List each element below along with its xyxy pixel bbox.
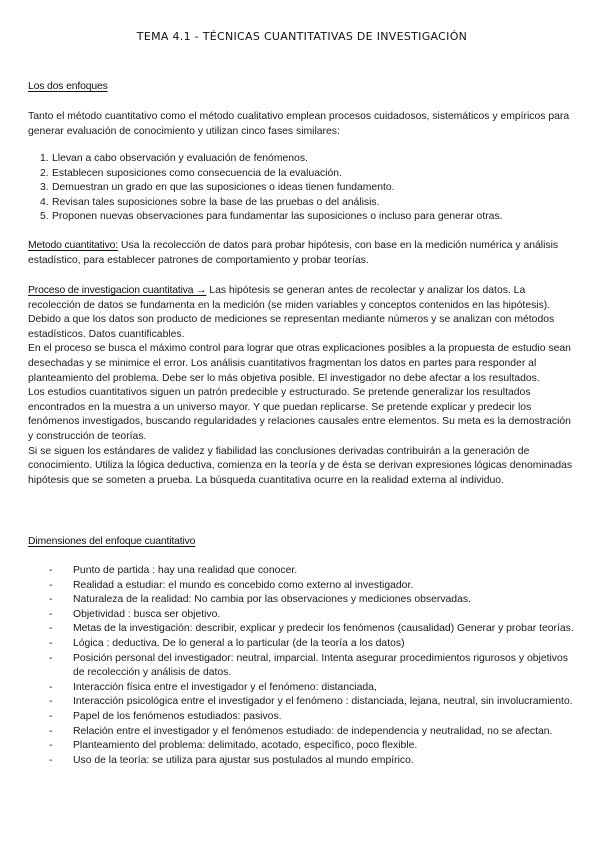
list-item: - Lógica : deductiva. De lo general a lo particular (de la teoría a los datos) [49,637,405,649]
list-item: 4. Revisan tales suposiciones sobre la base de las pruebas o del análisis. [40,196,380,208]
phases-list [28,152,576,225]
list-item: - Naturaleza de la realidad: No cambia por las observaciones y mediciones observadas. [49,594,471,606]
list-item-text: Relación entre el investigador y el fenómenos estudiado: de independencia y neutralidad, no se afectan. [73,725,553,737]
metodo-text: Usa la recolección de datos para probar hipótesis, con base en la medición numérica y análisis estadístico, para establecer patrones de comportamiento y probar teorías. [28,240,559,266]
proceso-label: Proceso de investigacion cuantitativa → [28,285,207,296]
metodo-paragraph [28,239,576,268]
document-title: TEMA 4.1 - TÉCNICAS CUANTITATIVAS DE INVESTIGACIÓN [136,30,468,43]
proceso-text-1: Las hipótesis se generan antes de recolectar y analizar los datos. La recolección de datos se fundamenta en la medición (se miden variables y conceptos contenidos en las hipótesis). Debido a que los datos son producto de mediciones se representan mediante números y se analizan con métodos estadísticos. Datos cuantificables. [28,285,555,340]
list-item-text: Demuestran un grado en que las suposiciones o ideas tienen fundamento. [52,182,395,194]
intro-paragraph: Tanto el método cuantitativo como el método cualitativo emplean procesos cuidadosos, sistemáticos y empíricos para generar evaluación de conocimiento y utilizan cinco fases similares: [28,111,570,137]
intro-paragraph-wrap [28,110,576,139]
list-item: - Metas de la investigación: describir, explicar y predecir los fenómenos (causalidad) Generar y probar teorías. [49,623,574,635]
list-item-text: Proponen nuevas observaciones para fundamentar las suposiciones o incluso para generar otras. [52,211,503,223]
list-item: - Papel de los fenómenos estudiados: pasivos. [49,710,282,722]
list-item-text: Interacción psicológica entre el investigador y el fenómeno : distanciada, lejana, neutral, sin involucramiento. [73,696,573,708]
section-dimensiones [28,535,576,550]
section-metodo-cuantitativo [28,239,576,268]
section-heading: Dimensiones del enfoque cuantitativo [28,536,196,547]
list-item-text: Objetividad : busca ser objetivo. [73,608,221,620]
list-item: 5. Proponen nuevas observaciones para fundamentar las suposiciones o incluso para generar otras. [40,211,503,223]
section-heading: Los dos enfoques [28,81,108,92]
section-los-dos-enfoques [28,80,576,95]
list-item-text: Punto de partida : hay una realidad que conocer. [73,565,298,576]
list-item-text: Uso de la teoría: se utiliza para ajustar sus postulados al mundo empírico. [73,754,414,766]
list-item: - Planteamiento del problema: delimitado, acotado, específico, poco flexible. [49,740,418,752]
proceso-paragraph-4: Si se siguen los estándares de validez y fiabilidad las conclusiones derivadas contribuirán a la generación de conocimiento. Utiliza la lógica deductiva, comienza en la teoría y de ésta se derivan expresiones lógicas denominadas hipótesis que se someten a prueba. La búsqueda cuantitativa ocurre en la realidad externa al individuo. [28,445,573,486]
list-item: 3. Demuestran un grado en que las suposiciones o ideas tienen fundamento. [40,182,395,194]
list-item-text: Metas de la investigación: describir, explicar y predecir los fenómenos (causalidad) Generar y probar teorías. [73,623,574,635]
list-item: 2. Establecen suposiciones como consecuencia de la evaluación. [40,167,342,179]
list-item-text: Papel de los fenómenos estudiados: pasivos. [73,710,282,722]
dimensions-list [28,564,576,768]
proceso-paragraph-1 [28,284,576,342]
list-item: - Punto de partida : hay una realidad que conocer. [49,565,298,576]
list-item: - Posición personal del investigador: neutral, imparcial. Intenta asegurar procedimientos rigurosos y objetivos de recolección y análisis de datos. [49,652,568,679]
list-item: - Relación entre el investigador y el fenómenos estudiado: de independencia y neutralidad, no se afectan. [49,725,553,737]
section-proceso [28,284,576,488]
list-item-text: Interacción física entre el investigador y el fenómeno: distanciada, [73,681,377,693]
list-item-text: Revisan tales suposiciones sobre la base de las pruebas o del análisis. [52,196,380,208]
list-item: - Uso de la teoría: se utiliza para ajustar sus postulados al mundo empírico. [49,754,414,766]
list-item-text: Lógica : deductiva. De lo general a lo particular (de la teoría a los datos) [73,637,405,649]
list-item-text: Planteamiento del problema: delimitado, acotado, específico, poco flexible. [73,740,418,752]
phases-list-wrap [28,152,576,225]
proceso-paragraph-2: En el proceso se busca el máximo control para lograr que otras explicaciones posibles a la propuesta de estudio sean desechadas y se minimice el error. Los análisis cuantitativos fragmentan los datos en partes para responder al planteamiento del problema. Debe ser lo más objetiva posible. El investigador no debe afectar a los resultados. [28,343,571,384]
list-item-text: Llevan a cabo observación y evaluación de fenómenos. [52,153,308,164]
list-item-text: Establecen suposiciones como consecuencia de la evaluación. [52,167,342,179]
list-item-text: Naturaleza de la realidad: No cambia por las observaciones y mediciones observadas. [73,594,471,606]
metodo-label: Metodo cuantitativo: [28,240,118,251]
list-item: - Realidad a estudiar: el mundo es concebido como externo al investigador. [49,579,414,591]
list-item-text: Realidad a estudiar: el mundo es concebido como externo al investigador. [73,579,414,591]
list-item-text: Posición personal del investigador: neutral, imparcial. Intenta asegurar procedimientos rigurosos y objetivos de recolección y análisis de datos. [73,652,568,679]
list-item: - Objetividad : busca ser objetivo. [49,608,221,620]
proceso-paragraph-3: Los estudios cuantitativos siguen un patrón predecible y estructurado. Se pretende generalizar los resultados encontrados en la muestra a un universo mayor. Y que puedan replicarse. Se pretende explicar y predecir los fenómenos investigados, buscando regularidades y relaciones causales entre elementos. Su meta es la demostración y construcción de teorías. [28,387,571,442]
list-item: - Interacción psicológica entre el investigador y el fenómeno : distanciada, lejana, neutral, sin involucramiento. [49,696,573,708]
list-item: 1. Llevan a cabo observación y evaluación de fenómenos. [40,153,308,164]
dimensions-list-wrap [28,564,576,768]
list-item: - Interacción física entre el investigador y el fenómeno: distanciada, [49,681,377,693]
